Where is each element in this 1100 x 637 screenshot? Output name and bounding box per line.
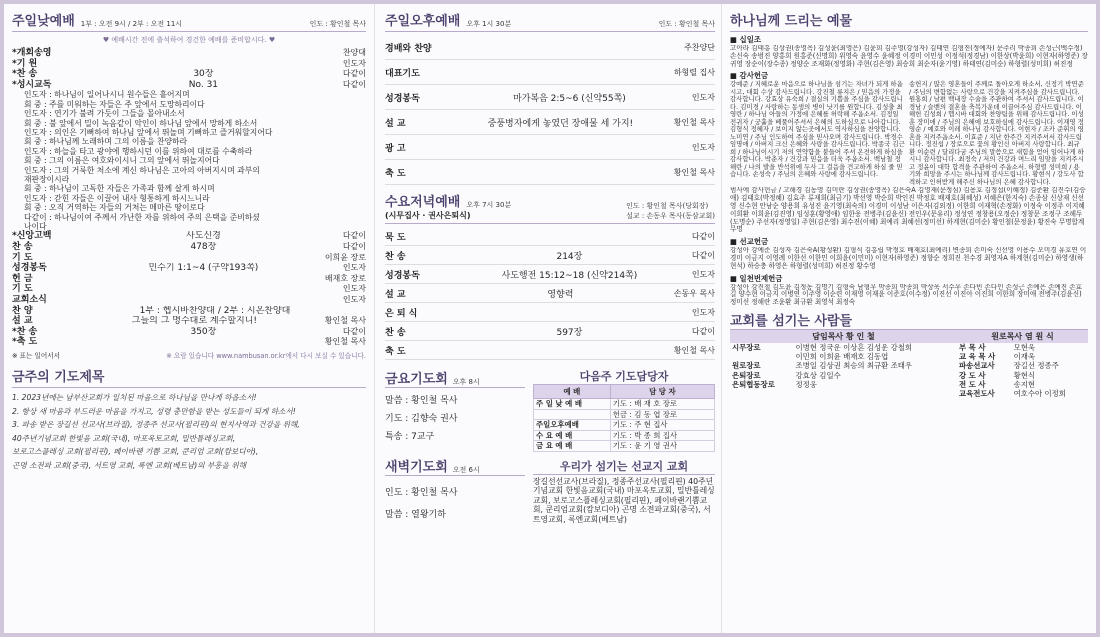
order-row (385, 60, 715, 85)
row-label: 찬 송 (12, 242, 33, 253)
pm-worship-header (385, 10, 715, 32)
order-row (385, 303, 715, 322)
order-row (12, 327, 366, 338)
order-row (12, 284, 366, 295)
row-leader: 인도자 (691, 142, 715, 152)
row-label: 설 교 (385, 289, 406, 300)
pm-worship-time: 오후 1시 30분 (466, 20, 512, 28)
people-names-2: 황현식 (1013, 370, 1035, 380)
row-label: 경배와 찬양 (385, 43, 432, 54)
prayer-item: 곤명 소전파 교회(중국), 서트영 교회, 록엔 교회(베트남)의 부흥을 위해 (12, 460, 247, 470)
people-names-2: 모현욱 (1013, 342, 1035, 352)
row-content: 영향력 (547, 289, 574, 300)
row-leader: 손동우 목사 (673, 288, 715, 298)
responsive-reading-line: 인도자 : 하늘을 타고 광야에 행하시던 이를 위하여 대로를 수축하라 (24, 146, 253, 156)
thanks-heading: ■ 감사헌금 (730, 71, 769, 81)
row-leader: 찬양대 (342, 48, 366, 57)
duty-service: 주일오후예배 (534, 420, 611, 431)
duty-row (534, 399, 715, 410)
people-names-2: 여호수아 이정희 (1013, 388, 1066, 398)
mission-offering-list: 강성아 강예준 김성자 김은숙A(황성환) 김형식 김홍립 박정호 배재호(최예리) 변종희 손미숙 신선영 이용수 오미경 유호연 이경미 이금지 이영례 이한선 이한민 이희윤(이민미) 이현자(하영준) 정향순 정희진 천수경 최영자A 하계현(김미순) 하영생(하현석) 하승충 하영은 하형렬(성미희) 허진정 황수영 (730, 247, 1087, 270)
people-role-2: 파송선교사 (958, 361, 995, 371)
people-names: 강효상 김일수 (795, 370, 841, 380)
row-content: No. 31 (188, 79, 219, 90)
row-label: 묵 도 (385, 232, 406, 243)
order-row (12, 337, 366, 348)
people-names-2: 장길선 정종주 (1013, 361, 1059, 371)
row-label: 설 교 (12, 316, 33, 327)
order-row (385, 265, 715, 284)
row-label: 성경봉독 (12, 263, 47, 274)
dawn-item: 말씀 : 열왕기하 (385, 510, 446, 520)
row-leader: 인도자 (342, 295, 366, 305)
sunday-worship-title: 주일낮예배 (12, 14, 75, 29)
friday-item: 특송 : 7교구 (385, 432, 435, 442)
people-names: 조병일 김상권 최승의 최규환 조태우 (795, 361, 913, 371)
mission-church-title: 우리가 섬기는 선교지 교회 (533, 458, 715, 475)
row-label: 성경봉독 (385, 93, 420, 104)
row-label: 성경봉독 (385, 270, 420, 281)
order-row (385, 322, 715, 341)
order-row (385, 35, 715, 60)
row-label: *성시교독 (12, 79, 52, 90)
row-leader: 다같이 (691, 250, 715, 260)
duty-person: 기도 : 윤 기 영 권사 (610, 441, 714, 452)
row-leader: 다같이 (691, 326, 715, 336)
prayer-item: 2. 항상 새 마음과 부드러운 마음을 가지고, 성령 충만함을 받는 성도들이 되게 하소서! (12, 406, 296, 416)
row-leader: 이희윤 장로 (324, 252, 366, 262)
prayer-item: 보로고스플레싱 교회(필리핀), 페이바랜 기쁨 교회, 쿤리엄 교회(캄보디아), (12, 447, 259, 457)
row-leader: 다같이 (342, 231, 366, 241)
row-leader: 인도자 (342, 58, 366, 68)
order-row (12, 59, 366, 70)
column-sunday-worship (4, 4, 372, 633)
people-names: 이병현 정국운 이상흔 김성운 강철희 (795, 342, 913, 352)
responsive-reading-line: 인도자 : 연기가 불려 가듯이 그들을 몰아내소서 (24, 109, 185, 119)
row-label: *개회송영 (12, 48, 52, 58)
friday-item: 말씀 : 황인철 목사 (385, 396, 458, 406)
people-names (794, 389, 957, 398)
order-row (12, 316, 366, 327)
pm-worship-preacher: 인도 : 황인철 목사 (658, 20, 715, 28)
row-label: 헌 금 (12, 273, 33, 284)
tithe-heading: ■ 십일조 (730, 35, 761, 44)
row-leader: 황인철 목사 (673, 117, 715, 127)
responsive-reading-line: 인도자 : 갇힌 자들은 이끌어 내사 형통하게 하시느니라 (24, 193, 210, 203)
people-names: 정정웅 (795, 379, 817, 389)
responsive-reading-line: 다같이 : 하나님이여 주께서 가난한 자를 위하여 주의 은택을 준비하셨 (24, 212, 260, 222)
people-role-2: 강 도 사 (958, 370, 986, 380)
row-content: 그들의 그 명수대로 계수할지니! (131, 316, 258, 327)
sunday-worship-preacher: 인도 : 황인철 목사 (309, 20, 366, 28)
row-content: 30장 (193, 69, 214, 80)
row-label: *신앙고백 (12, 231, 52, 242)
wed-worship-title: 수요저녁예배 (385, 195, 461, 210)
duty-row (534, 420, 715, 431)
row-content: 민수기 1:1~4 (구약193쪽) (148, 263, 259, 274)
row-label: 찬 송 (385, 327, 406, 338)
dawn-item: 인도 : 황인철 목사 (385, 488, 458, 498)
row-leader: 다같이 (342, 242, 366, 252)
sunday-note: ♥ 예배시간 전에 출석하여 경건한 예배를 준비합시다. ♥ (102, 36, 276, 44)
prayer-item: 3. 파송 받은 장길선 선교사(브라질), 정종주 선교사(필리핀)의 현지사역과 건강을 위해, (12, 420, 300, 430)
order-row (385, 135, 715, 160)
duty-person: 기도 : 주 현 집사 (610, 420, 714, 431)
order-row (12, 231, 366, 242)
people-table (730, 330, 1088, 398)
row-label: 찬 양 (12, 305, 33, 316)
duty-service (534, 409, 611, 420)
sunday-worship-header (12, 10, 366, 32)
row-label: 설 교 (385, 118, 406, 129)
footnote-website: ※ 요람 있습니다 www.nambusan.or.kr에서 다시 보실 수 있습니다. (166, 352, 366, 360)
people-names: 이민희 이희윤 배재호 김동엽 (795, 352, 889, 362)
pm-worship-title: 주일오후예배 (385, 14, 461, 29)
duty-title: 다음주 기도담당자 (579, 370, 669, 383)
people-role: 은퇴협동장로 (732, 379, 775, 389)
row-leader: 황인철 목사 (673, 345, 715, 355)
people-role-2: 전 도 사 (958, 379, 986, 389)
people-role (730, 352, 794, 361)
responsive-reading-line: 회 중 : 오직 거역하는 자들의 거처는 메마른 땅이로다 (24, 203, 205, 213)
thanks-left: 강예준 / 지혜로운 마음으로 하나님을 섬기는 자녀가 되게 하옵시고, 대회 수상 감사드립니다. 강진철 류지은 / 믿음의 가정을 감사합니다. 강효상 유숙희 / 결실의 기쁨을 주심을 감사드립니다. 김미경 / 사랑하는 동생의 병이 낫기를 원합니다. 김성출 최영란 / 하나님 아들의 가정에 은혜를 허락해 주옵소서. 김정일 전귀자 / 궁휼을 베풀어주셔서 은혜의 도하심으로 나아갑니다. 김형식 정혜자 / 보이지 않는곳에서도 역사하심을 찬양합니다. 노미연 / 주님 인도하여 주심을 믿사오며 감사드립니다. 박경수 임명애 / 아버지 크신 은혜와 사랑을 감사드립니다. 박종국 김근희 / 하나님이시기 저의 연약함을 붙들어 주셔 온전하게 하심을 감사합니다. 박춘자 / 건강과 믿음을 더욱 주옵소서. 백남철 정해란 / 나의 발을 반석위에 두사 그 걸음을 견고하게 하실 줄 믿습니다. 손성숙 / 주님의 은혜와 사랑에 감사드립니다. (730, 80, 905, 179)
row-leader: 인도자 (342, 284, 366, 294)
dawn-title: 새벽기도회 (385, 460, 448, 475)
people-names-2: 이재욱 (1013, 352, 1035, 362)
footnotes (12, 350, 366, 360)
order-row (12, 253, 366, 264)
duty-person: 기도 : 박 종 희 집사 (610, 430, 714, 441)
row-label: 찬 송 (385, 251, 406, 262)
responsive-reading-line: 나이다 (24, 222, 47, 232)
wed-worship-header (385, 191, 715, 224)
row-content: 214장 (556, 251, 583, 262)
offerings-title: 하나님께 드리는 예물 (730, 10, 1088, 32)
row-leader: 다같이 (691, 231, 715, 241)
thanks-columns (730, 81, 1088, 186)
wed-lead-1: 인도 : 황인철 목사(당회장) (626, 202, 709, 210)
order-row (385, 110, 715, 135)
thanks-general: 범사에 감사헌금 / 고해경 김동영 김미란 김상권(송영옥) 김은숙A 김영재(문정심) 김용호 김정섭(이혜정) 김준환 김진수(김승애) 김태호(박정혜) 김효주 류재희(최금기) 박선영 박순희 박인진 박정호 배재호(최혜성) 서혜은(한지숙) 손종삼 신상재 신선영 신수현 안남순 양용희 유성진 윤기영(최숙의) 이경미 이성남 이은자(김외정) 이한희 이재혁(손정화) 이정숙 이정주 이지혜 이희환 이희윤(김진영) 임성훈(황영애) 임한웅 전병주(김윤신) 전인우(문유리) 정성연 정창용(오정순) 정창문 조정구 조해두(도명순) 주선자(정영일) 주현(김은영) 최수진(이혜) 최예리 최혜선(정미선) 하계현(김미순) 황인철(문정윤) 황진숙 무명합계 무명 (730, 187, 1086, 234)
wed-worship-time: 오후 7시 30분 (466, 201, 512, 209)
people-role-2: 교 육 목 사 (958, 352, 996, 362)
order-row (385, 284, 715, 303)
row-leader: 다같이 (342, 326, 366, 336)
responsive-reading-line: 재판장이시라 (24, 175, 70, 185)
row-label: *축 도 (12, 337, 38, 348)
responsive-reading-line: 회 중 : 그의 이름은 여호와이시니 그의 앞에서 뛰놀지어다 (24, 156, 220, 166)
fri-time: 오후 8시 (452, 378, 480, 386)
people-role: 원로장로 (732, 361, 761, 371)
row-content: 1부 : 헵시바찬양대 / 2부 : 시온찬양대 (139, 305, 291, 316)
people-row (730, 371, 1088, 380)
row-leader: 황인철 목사 (673, 167, 715, 177)
order-row (12, 295, 366, 306)
tithe-list: 고아라 김태홍 김상권(송영옥) 김성윤(최영은) 김윤희 김주영(강성자) 김태연 김형진(정예자) 문주리 박종희 손성근(백수정) 손신숙 송범진 양홍희 원홍준(신명희) 위영숙 윤영수 윤혜정 이경미 이민성 이정석(정경남) 이한상(박윤희) 이현자(하영준) 장귀영 장순이(장수종) 정양순 조재화(정영화) 주현(김은영) 최승희 최순자(윤기영) 하태연(김미순) 하형렬(성미희) 허진정 (730, 45, 1088, 68)
dawn-time: 오전 6시 (452, 466, 480, 474)
duty-head-service: 예 배 (534, 385, 611, 399)
row-label: 대표기도 (385, 68, 420, 79)
people-row (730, 389, 1088, 398)
thousand-offering-heading: ■ 일천번제헌금 (730, 273, 783, 283)
people-role: 시무장로 (732, 342, 761, 352)
order-row (385, 85, 715, 110)
prayer-item: 40주년기념교회 한빛음 교회(국내), 마포옥토교회, 밀반틀레싱교회, (12, 433, 236, 443)
row-leader: 하형렬 집사 (673, 67, 715, 77)
row-leader: 다같이 (342, 79, 366, 89)
footnote-stand: ※ 표는 일어서서 (12, 352, 60, 360)
row-leader: 황인철 목사 (324, 337, 366, 347)
duty-service: 수 요 예 배 (534, 430, 611, 441)
bulletin-page (4, 4, 1096, 633)
responsive-reading-line: 인도자 : 하나님이 일어나시니 원수들은 흩어지며 (24, 90, 190, 100)
thousand-offering-list: 강성아 강진철 김도윤 김정동 김명기 김형숙 남형우 박종희 박종희 박상욱 서수우 손다빈 손다인 손성근 손예은 손예진 손효길 양수현 이금지 이병연 이주영 이순련 이재영 이재윤 이준호(이수정) 이진선 이진아 이진희 이한희 장미애 전병주(김윤신) 정미선 정해란 조윤환 최규환 최영석 최정숙 (730, 283, 1083, 307)
responsive-reading-line: 회 중 : 불 앞에서 밀이 녹음같이 악인이 하나님 앞에서 망하게 하소서 (24, 118, 258, 128)
row-content: 사도신경 (186, 231, 221, 242)
row-leader: 주찬양단 (684, 42, 715, 52)
order-row (12, 80, 366, 91)
thanks-right: 송헌지 / 많은 영혼들이 주께로 돌아오게 하소서, 신정기 박연준 / 주님의 변함없는 사랑으로 건강을 지켜주심을 감사드립니다. 원홍희 / 남편 백내장 수술을 주관하여 주셔서 감사드립니다. 이경남 / 슬벤의 결혼을 축복가운데 이끌어주심 감사드립니다. 이해헌 김성희 / 헵시바 대회와 찬양팀을 위해 감사드립니다. 이성훈 장미애 / 주님의 은혜에 보호하심에 감사드립니다. 이재영 정영순 / 예호와 이레 하나님 감사합니다. 이현자 / 조카 준휘의 영혼을 지켜주옵소서. 이효준 / 지난 한주간 지켜주셔서 감사드립니다. 정진섭 / 장로으로 꽃의 황인신 아버지 사랑합니다. 최규환 이순련 / 달리다굼 주님의 말씀으로 새힘을 얻어 일어나게 하시니 감사합니다. 최정숙 / 저의 건강과 며느리 임맞을 지켜주시고 정윤이 대학 합격을 주관하여 주옵소서. 하형렬 성미희 / 용기와 희망을 주시는 하나님께 감사드립니다. 황현식 / 강도사 합격하고 인허받게 해주신 하나님의 은혜 감사합니다. (909, 80, 1084, 186)
row-content: 마가복음 2:5~6 (신약55쪽) (513, 93, 626, 104)
row-content: 350장 (190, 326, 217, 337)
people-title: 교회를 섬기는 사람들 (730, 310, 1088, 330)
row-label: 광 고 (385, 143, 406, 154)
row-leader: 인도자 (691, 307, 715, 317)
duty-person: 기도 : 배 재 호 장로 (610, 399, 714, 410)
responsive-reading-line: 회 중 : 하나님께 노래하며 그의 이름을 찬양하라 (24, 137, 188, 147)
responsive-reading-line: 회 중 : 하나님이 고독한 자들은 가족과 함께 살게 하시며 (24, 184, 215, 194)
duty-table (533, 384, 715, 452)
row-label: 축 도 (385, 168, 406, 179)
people-row (730, 361, 1088, 370)
row-content: 597장 (556, 327, 583, 338)
order-row (12, 306, 366, 317)
fri-title: 금요기도회 (385, 372, 448, 387)
sunday-worship-times: 1부 : 오전 9시 / 2부 : 오전 11시 (80, 20, 183, 28)
people-row (730, 352, 1088, 361)
wed-worship-subtitle: (시무집사 · 권사은퇴식) (385, 211, 471, 220)
wed-lead-2: 설교 : 손동우 목사(동삼교회) (626, 212, 715, 220)
row-label: 기 도 (12, 284, 33, 295)
mission-church-list: 장길선선교사(브라질), 정종주선교사(필리핀) 40주년기념교회 한빛음교회(국내) 마포옥토교회, 밀반틀레싱교회, 보로고스플레싱교회(필리핀), 페이바랜기쁨교회, 쿤리엄교회(캄보디아) 곤명 소전파교회(중국), 서트영교회, 록엔교회(베트남) (533, 476, 715, 524)
people-head-emeritus: 원로목사 염 원 식 (957, 330, 1088, 343)
people-role-2: 부 목 사 (958, 342, 986, 352)
duty-head-person: 담 당 자 (610, 385, 714, 399)
duty-person: 헌금 : 김 동 엽 장로 (610, 409, 714, 420)
row-label: 은 퇴 식 (385, 308, 418, 319)
order-row (385, 341, 715, 360)
row-label: *찬 송 (12, 326, 38, 337)
mission-offering-heading: ■ 선교헌금 (730, 237, 769, 247)
column-offerings (721, 4, 1096, 633)
row-leader: 황인철 목사 (324, 316, 366, 326)
order-row (385, 160, 715, 185)
responsive-reading-line: 회 중 : 주를 미워하는 자들은 주 앞에서 도망하리이다 (24, 99, 205, 109)
order-row (385, 227, 715, 246)
people-row (730, 380, 1088, 389)
order-row (12, 69, 366, 80)
row-leader: 인도자 (691, 269, 715, 279)
friday-item: 기도 : 김향숙 권사 (385, 414, 458, 424)
row-label: *기 원 (12, 58, 38, 69)
people-head-senior: 담임목사 황 인 철 (730, 330, 957, 343)
people-row (730, 343, 1088, 352)
row-label: 기 도 (12, 252, 33, 263)
duty-block (533, 368, 715, 526)
order-row (12, 274, 366, 285)
row-content: 사도행전 15:12~18 (신약214쪽) (501, 270, 638, 281)
people-role (730, 389, 794, 398)
order-row (385, 246, 715, 265)
order-row (12, 263, 366, 274)
row-leader: 배재호 장로 (324, 273, 366, 283)
prayer-topics-title: 금주의 기도제목 (12, 366, 366, 388)
column-afternoon-worship (374, 4, 719, 633)
row-content: 중풍병자에게 놓였던 장애물 세 가지! (487, 118, 634, 129)
duty-row (534, 409, 715, 420)
people-role: 은퇴장로 (732, 370, 761, 380)
order-row (12, 48, 366, 59)
row-leader: 인도자 (342, 263, 366, 273)
people-role-2: 교육전도사 (958, 388, 995, 398)
order-row (12, 242, 366, 253)
duty-row (534, 430, 715, 441)
friday-dawn-block (385, 368, 525, 526)
responsive-reading-line: 인도자 : 의인은 기뻐하여 하나님 앞에서 뛰놀며 기뻐하고 즐거워할지어다 (24, 128, 273, 137)
row-content: 478장 (190, 242, 217, 253)
row-label: 교회소식 (12, 295, 47, 306)
row-leader: 다같이 (342, 69, 366, 79)
responsive-reading-line: 인도자 : 그의 거룩한 처소에 계신 하나님은 고아의 아버지시며 과부의 (24, 165, 260, 175)
row-label: *찬 송 (12, 69, 38, 80)
row-label: 축 도 (385, 346, 406, 357)
duty-row (534, 441, 715, 452)
row-leader: 인도자 (691, 92, 715, 102)
duty-service: 주 일 낮 예 배 (534, 399, 611, 410)
people-names-2: 송지현 (1013, 379, 1035, 389)
prayer-item: 1. 2023년에는 남부산교회가 일치된 마음으로 하나님을 만나게 하옵소서! (12, 393, 257, 402)
duty-service: 금 요 예 배 (534, 441, 611, 452)
